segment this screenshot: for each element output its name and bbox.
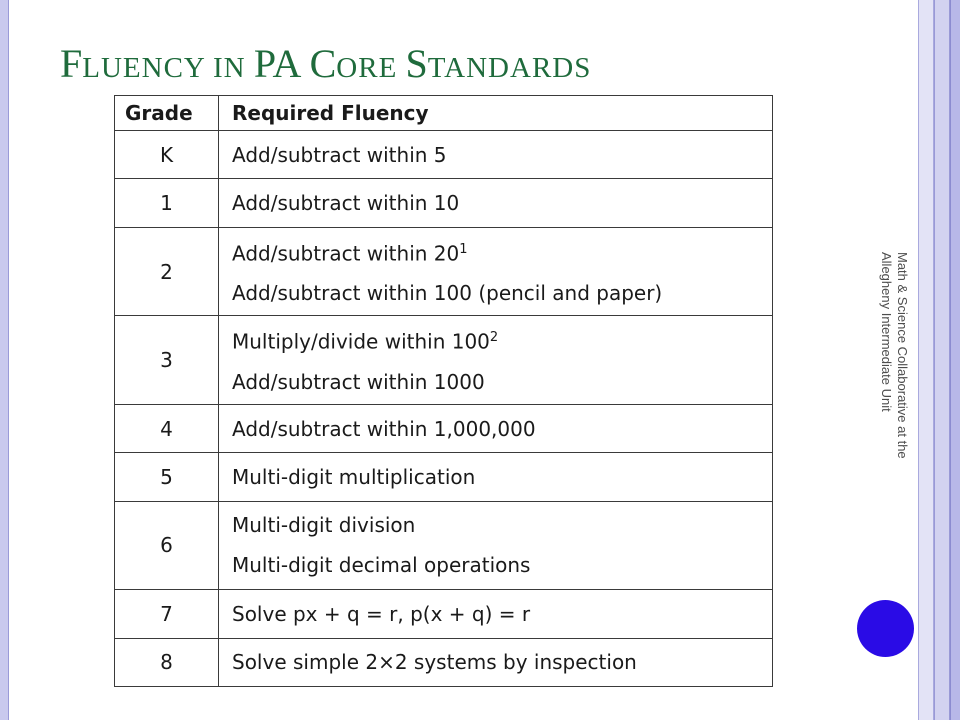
fluency-cell bbox=[219, 179, 773, 227]
slide-title bbox=[60, 40, 591, 87]
grade-cell: K bbox=[115, 131, 219, 179]
fluency-text: Add/subtract within 1,000,000 bbox=[232, 416, 536, 441]
accent-circle bbox=[857, 600, 914, 657]
fluency-line bbox=[232, 230, 772, 274]
title-smallcaps: TANDARDS bbox=[427, 52, 592, 84]
fluency-line bbox=[232, 594, 772, 634]
footnote-marker: 1 bbox=[459, 241, 468, 257]
table-row bbox=[115, 453, 773, 501]
fluency-text: Multi-digit division bbox=[232, 513, 416, 538]
side-note-line: Math & Science Collaborative at the bbox=[895, 252, 910, 459]
fluency-text: Add/subtract within 1000 bbox=[232, 369, 485, 394]
column-header-fluency: Required Fluency bbox=[219, 96, 773, 131]
table-row bbox=[115, 131, 773, 179]
fluency-text: Solve px + q = r, p(x + q) = r bbox=[232, 601, 531, 626]
fluency-text: Multi-digit multiplication bbox=[232, 464, 476, 489]
title-cap: S bbox=[405, 41, 428, 86]
slide-left-border bbox=[0, 0, 9, 720]
fluency-text: Solve simple 2×2 systems by inspection bbox=[232, 650, 637, 675]
title-smallcaps: ORE bbox=[336, 52, 406, 84]
table-row bbox=[115, 501, 773, 590]
column-header-grade: Grade bbox=[115, 96, 219, 131]
fluency-cell bbox=[219, 131, 773, 179]
table-row bbox=[115, 316, 773, 405]
fluency-table-container bbox=[114, 95, 773, 687]
grade-cell: 3 bbox=[115, 316, 219, 405]
fluency-cell bbox=[219, 501, 773, 590]
fluency-table bbox=[114, 95, 773, 687]
fluency-cell bbox=[219, 404, 773, 452]
fluency-line bbox=[232, 135, 772, 175]
grade-cell: 1 bbox=[115, 179, 219, 227]
fluency-text: Multi-digit decimal operations bbox=[232, 553, 531, 578]
grade-cell: 6 bbox=[115, 501, 219, 590]
fluency-text: Add/subtract within 20 bbox=[232, 241, 460, 266]
fluency-text: Add/subtract within 5 bbox=[232, 142, 447, 167]
table-header-row bbox=[115, 96, 773, 131]
fluency-line bbox=[232, 183, 772, 223]
fluency-line bbox=[232, 409, 772, 449]
side-note bbox=[878, 252, 910, 459]
fluency-cell bbox=[219, 316, 773, 405]
table-row bbox=[115, 590, 773, 638]
grade-cell: 4 bbox=[115, 404, 219, 452]
title-smallcaps bbox=[301, 52, 309, 84]
table-row bbox=[115, 404, 773, 452]
fluency-cell bbox=[219, 590, 773, 638]
footnote-marker: 2 bbox=[489, 330, 499, 346]
fluency-cell bbox=[219, 453, 773, 501]
table-body bbox=[115, 131, 773, 687]
title-cap: F bbox=[60, 41, 83, 86]
border-stripe bbox=[950, 0, 960, 720]
title-cap: PA bbox=[253, 41, 302, 86]
fluency-text: Add/subtract within 10 bbox=[232, 191, 460, 216]
grade-cell: 8 bbox=[115, 638, 219, 686]
side-note-line: Allegheny Intermediate Unit bbox=[879, 252, 894, 412]
title-smallcaps: LUENCY IN bbox=[82, 52, 254, 84]
fluency-line bbox=[232, 545, 772, 585]
fluency-text: Add/subtract within 100 (pencil and paper) bbox=[232, 281, 663, 306]
grade-cell: 5 bbox=[115, 453, 219, 501]
fluency-line bbox=[232, 642, 772, 682]
fluency-line bbox=[232, 505, 772, 545]
fluency-cell bbox=[219, 638, 773, 686]
fluency-line bbox=[232, 362, 772, 402]
fluency-cell bbox=[219, 227, 773, 316]
table-row bbox=[115, 179, 773, 227]
fluency-line bbox=[232, 318, 772, 362]
fluency-line bbox=[232, 457, 772, 497]
fluency-line bbox=[232, 273, 772, 313]
slide-right-border bbox=[918, 0, 960, 720]
table-row bbox=[115, 227, 773, 316]
border-stripe bbox=[934, 0, 950, 720]
grade-cell: 7 bbox=[115, 590, 219, 638]
border-stripe bbox=[918, 0, 934, 720]
grade-cell: 2 bbox=[115, 227, 219, 316]
title-cap: C bbox=[309, 41, 337, 86]
table-row bbox=[115, 638, 773, 686]
fluency-text: Multiply/divide within 100 bbox=[232, 329, 490, 354]
